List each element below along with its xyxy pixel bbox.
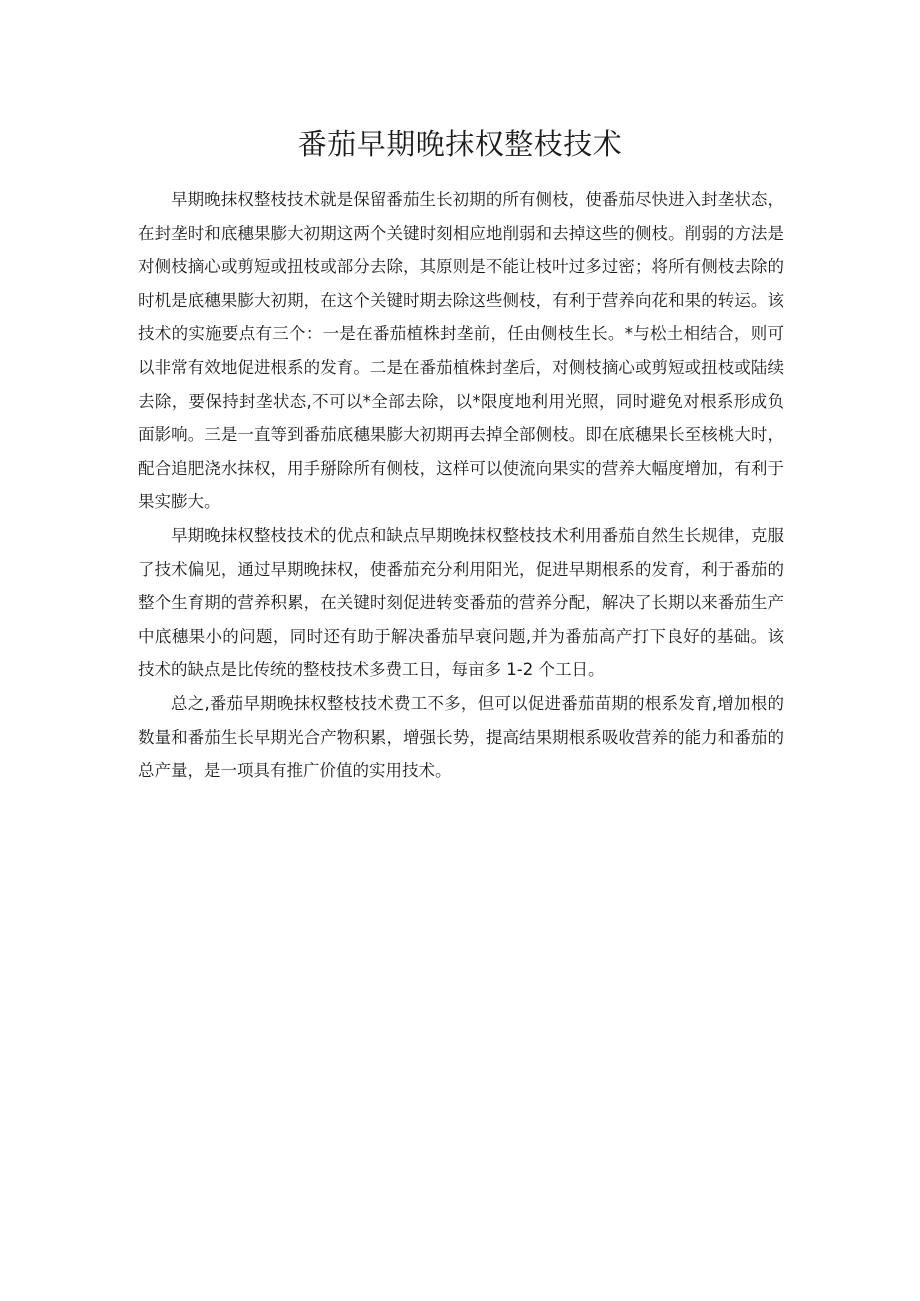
paragraph-2: 早期晚抹权整枝技术的优点和缺点早期晚抹权整枝技术利用番茄自然生长规律，克服了技术偏见，通过早期晚抹权，使番茄充分利用阳光，促进早期根系的发育，利于番茄的整个生育期的营养积累，在关键时刻促进转变番茄的营养分配，解决了长期以来番茄生产中底穗果小的问题，同时还有助于解决番茄早衰问题,并为番茄高产打下良好的基础。该技术的缺点是比传统的整枝技术多费工日，每亩多 1-2 个工日。 <box>138 525 784 680</box>
document-body <box>138 183 784 788</box>
document-title: 番茄早期晚抹权整枝技术 <box>297 127 623 161</box>
paragraph-3: 总之,番茄早期晚抹权整枝技术费工不多，但可以促进番茄苗期的根系发育,增加根的数量和番茄生长早期光合产物积累，增强长势，提高结果期根系吸收营养的能力和番茄的总产量，是一项具有推广价值的实用技术。 <box>138 693 784 781</box>
paragraph-1: 早期晚抹权整枝技术就是保留番茄生长初期的所有侧枝，使番茄尽快进入封垄状态，在封垄时和底穗果膨大初期这两个关键时刻相应地削弱和去掉这些的侧枝。削弱的方法是对侧枝摘心或剪短或扭枝或部分去除，其原则是不能让枝叶过多过密；将所有侧枝去除的时机是底穗果膨大初期，在这个关键时期去除这些侧枝，有利于营养向花和果的转运。该技术的实施要点有三个：一是在番茄植株封垄前，任由侧枝生长。*与松土相结合，则可以非常有效地促进根系的发育。二是在番茄植株封垄后，对侧枝摘心或剪短或扭枝或陆续去除，要保持封垄状态,不可以*全部去除，以*限度地利用光照，同时避免对根系形成负面影响。三是一直等到番茄底穗果膨大初期再去掉全部侧枝。即在底穗果长至核桃大时，配合追肥浇水抹权，用手掰除所有侧枝，这样可以使流向果实的营养大幅度增加，有利于果实膨大。 <box>138 190 784 512</box>
